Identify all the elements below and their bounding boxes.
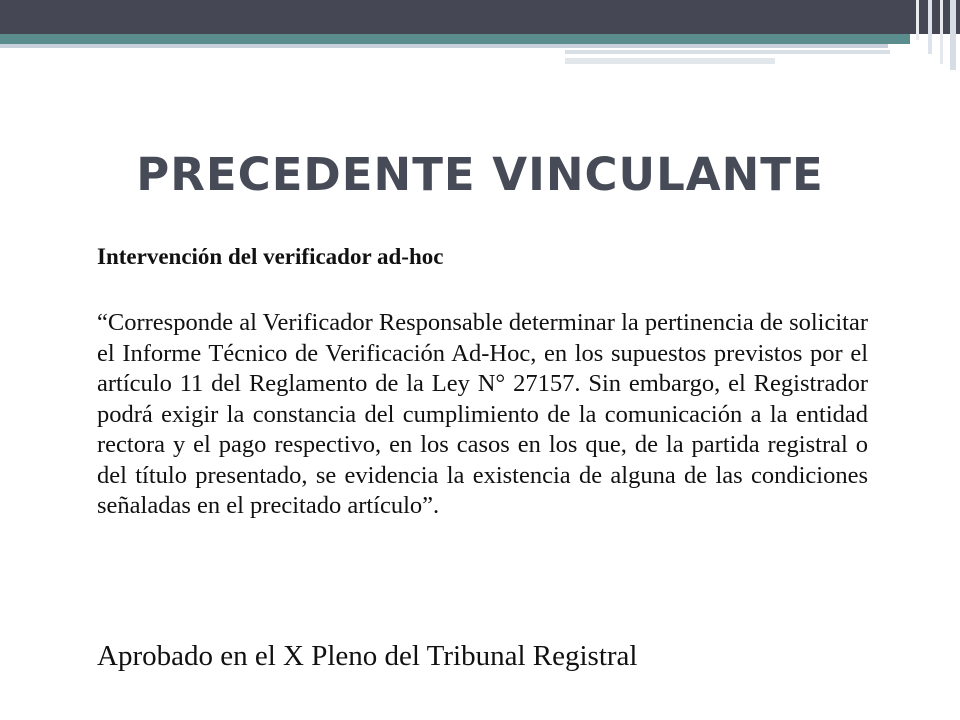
header-vertical-line xyxy=(940,0,943,64)
quote-paragraph: “Corresponde al Verificador Responsable determinar la pertinencia de solicitar el Informe Técnico de Verificación Ad-Hoc, en los supuestos previstos por el artículo 11 del Reglamento de la Ley N° 27157. Sin embargo, el Registrador podrá exigir la constancia del cumplimiento de la comunicación a la entidad rectora y el pago respectivo, en los casos en los que, de la partida registral o del título presentado, se evidencia la existencia de alguna de las condiciones señaladas en el precitado artículo”. xyxy=(97,309,868,519)
header-vertical-line xyxy=(928,0,932,54)
header-vertical-line xyxy=(950,0,956,70)
header-vertical-line xyxy=(916,0,919,40)
header-light-strip xyxy=(0,44,888,48)
header-accent-band xyxy=(0,34,910,44)
approval-note: Aprobado en el X Pleno del Tribunal Registral xyxy=(97,640,638,672)
header-dark-band xyxy=(0,0,960,34)
header-light-strip-3 xyxy=(565,58,775,64)
slide-title: PRECEDENTE VINCULANTE xyxy=(136,148,824,201)
slide-subtitle: Intervención del verificador ad-hoc xyxy=(97,244,444,269)
header-light-strip-2 xyxy=(565,50,890,54)
